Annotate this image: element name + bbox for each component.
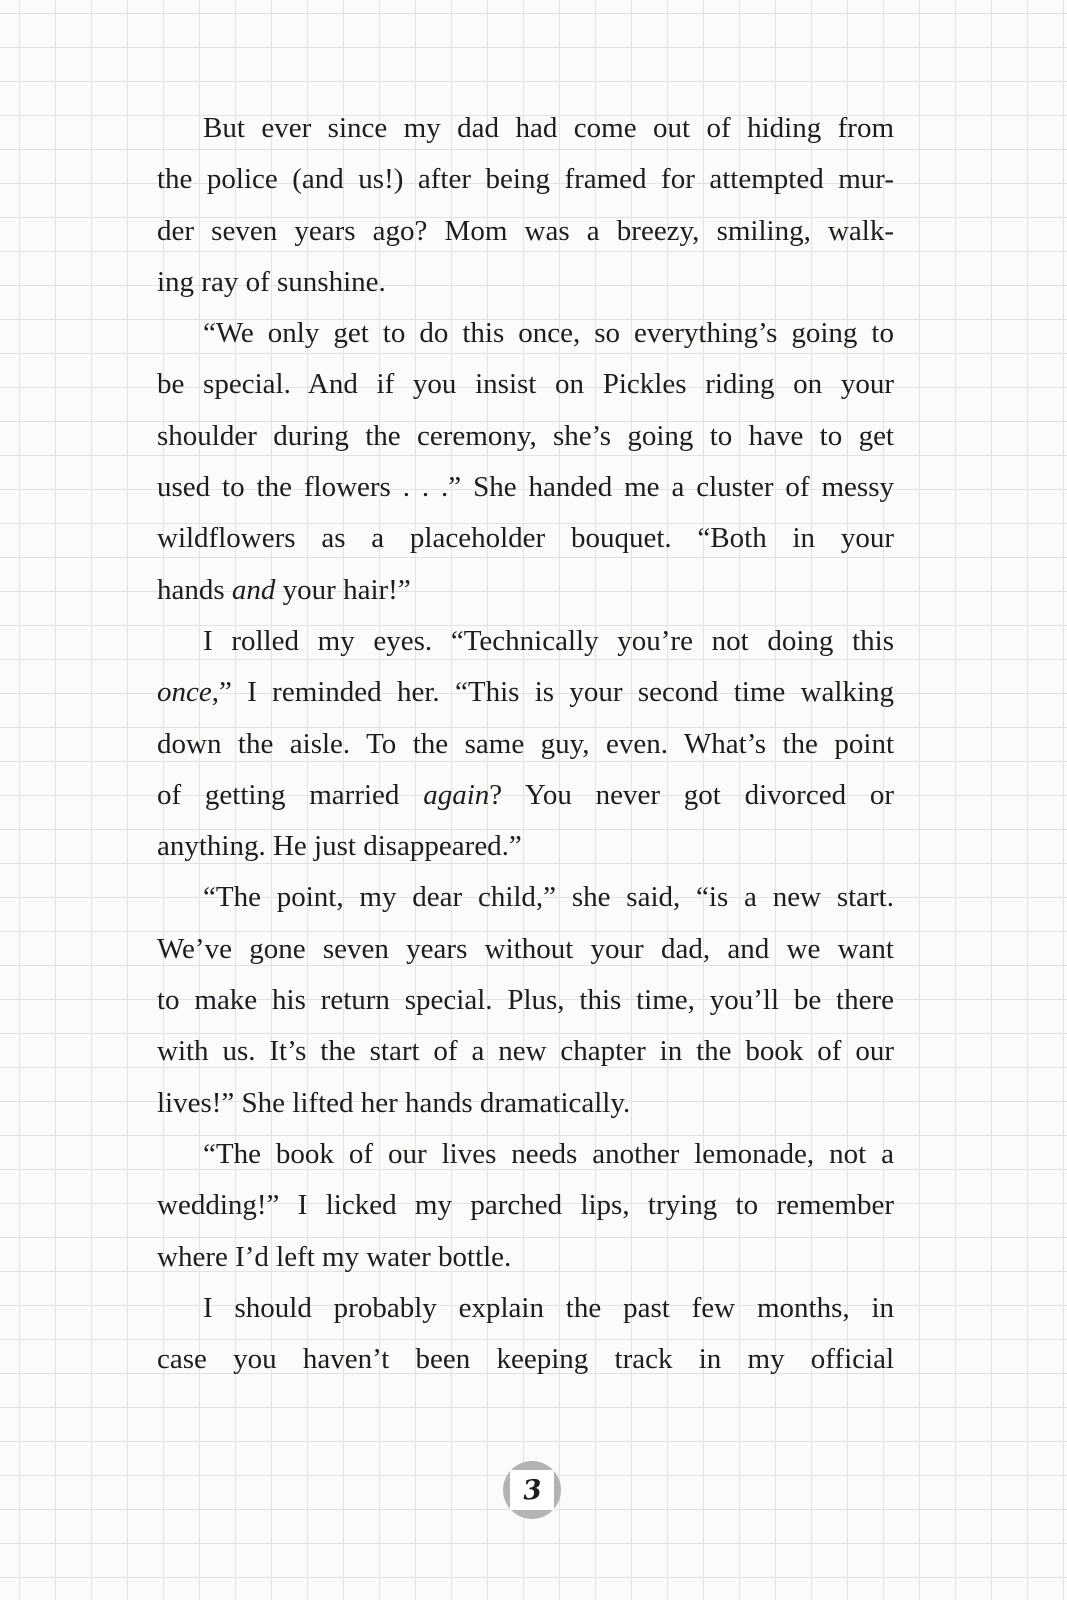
text-line bbox=[157, 1180, 894, 1231]
body-text: to make his return special. Plus, this time, you’ll be there bbox=[157, 984, 894, 1017]
paragraph bbox=[157, 103, 894, 308]
body-text: of getting married bbox=[157, 778, 424, 811]
page-number-badge bbox=[503, 1461, 561, 1519]
italic-text: again bbox=[423, 778, 490, 811]
paragraph bbox=[157, 1283, 894, 1386]
text-line bbox=[157, 1334, 894, 1385]
body-text: shoulder during the ceremony, she’s going to have to get bbox=[157, 419, 894, 452]
body-text: used to the flowers . . .” She handed me a cluster of messy bbox=[157, 471, 894, 504]
text-line bbox=[157, 462, 894, 513]
body-text: with us. It’s the start of a new chapter in the book of our bbox=[157, 1035, 894, 1068]
body-text: anything. He just disappeared.” bbox=[157, 830, 522, 863]
body-text: wildflowers as a placeholder bouquet. “Both in your bbox=[157, 522, 894, 555]
text-line bbox=[157, 257, 894, 308]
page-number-square bbox=[510, 1470, 554, 1510]
text-line bbox=[157, 1129, 894, 1180]
text-line bbox=[157, 154, 894, 205]
body-text: We’ve gone seven years without your dad, and we want bbox=[157, 932, 894, 965]
body-text: case you haven’t been keeping track in my official bbox=[157, 1343, 894, 1376]
text-line bbox=[157, 103, 894, 154]
body-text: hands bbox=[157, 573, 232, 606]
body-text: ? You never got divorced or bbox=[489, 778, 894, 811]
body-text: ing ray of sunshine. bbox=[157, 265, 386, 298]
text-line bbox=[157, 513, 894, 564]
text-line bbox=[157, 206, 894, 257]
text-line bbox=[157, 308, 894, 359]
text-line bbox=[157, 975, 894, 1026]
text-line bbox=[157, 770, 894, 821]
body-text: be special. And if you insist on Pickles riding on your bbox=[157, 368, 894, 401]
text-line bbox=[157, 616, 894, 667]
body-text: But ever since my dad had come out of hiding from bbox=[203, 112, 894, 144]
text-line bbox=[157, 719, 894, 770]
body-text: wedding!” I licked my parched lips, trying to remember bbox=[157, 1189, 894, 1222]
body-text: down the aisle. To the same guy, even. What’s the point bbox=[157, 727, 894, 760]
paragraph bbox=[157, 872, 894, 1128]
text-line bbox=[157, 872, 894, 923]
text-line bbox=[157, 821, 894, 872]
paragraph bbox=[157, 1129, 894, 1283]
book-page-text bbox=[157, 103, 894, 1385]
text-line bbox=[157, 359, 894, 410]
body-text: “The book of our lives needs another lemonade, not a bbox=[203, 1137, 894, 1170]
body-text: where I’d left my water bottle. bbox=[157, 1240, 512, 1273]
paragraph bbox=[157, 616, 894, 872]
page-number: 3 bbox=[521, 1473, 543, 1507]
paragraph bbox=[157, 308, 894, 616]
text-line bbox=[157, 565, 894, 616]
text-line bbox=[157, 1232, 894, 1283]
text-line bbox=[157, 924, 894, 975]
text-line bbox=[157, 667, 894, 718]
body-text: “The point, my dear child,” she said, “is a new start. bbox=[203, 881, 894, 914]
body-text: the police (and us!) after being framed for attempted mur- bbox=[157, 163, 894, 196]
italic-text: once bbox=[157, 676, 212, 709]
text-line bbox=[157, 1283, 894, 1334]
body-text: “We only get to do this once, so everything’s going to bbox=[203, 317, 894, 350]
body-text: I rolled my eyes. “Technically you’re not doing this bbox=[203, 624, 894, 657]
body-text: der seven years ago? Mom was a breezy, smiling, walk- bbox=[157, 214, 894, 247]
body-text: your hair!” bbox=[275, 573, 411, 606]
text-line bbox=[157, 411, 894, 462]
body-text: I should probably explain the past few months, in bbox=[203, 1291, 894, 1324]
body-text: lives!” She lifted her hands dramatically. bbox=[157, 1086, 631, 1119]
text-line bbox=[157, 1026, 894, 1077]
italic-text: and bbox=[231, 573, 276, 606]
body-text: ,” I reminded her. “This is your second time walking bbox=[211, 676, 894, 709]
text-line bbox=[157, 1078, 894, 1129]
